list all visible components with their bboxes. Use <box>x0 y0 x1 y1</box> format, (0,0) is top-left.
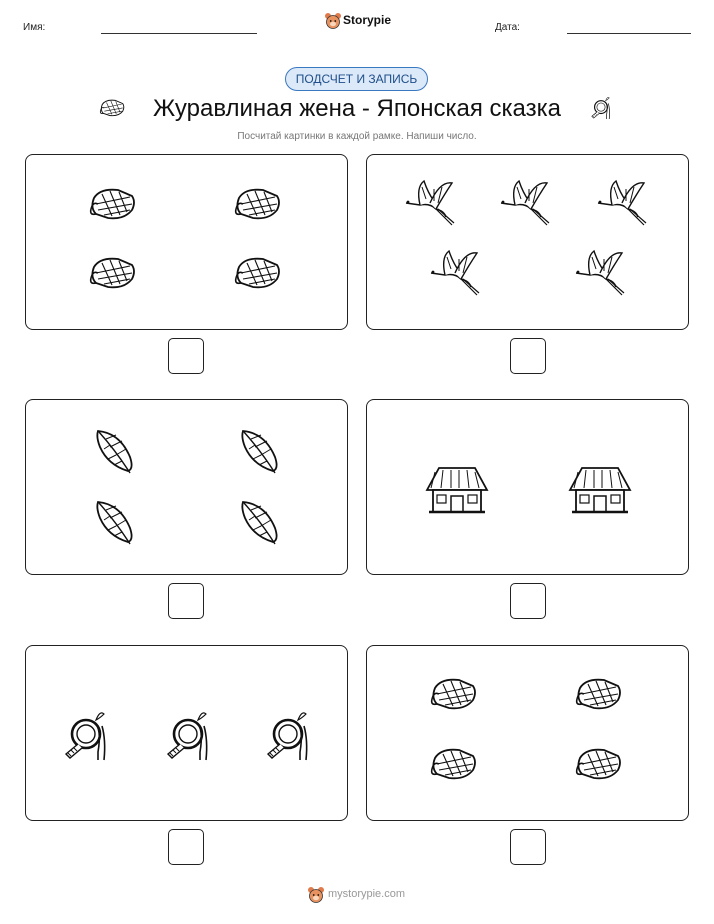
count-panel-6 <box>366 645 689 821</box>
name-line[interactable] <box>101 33 257 34</box>
answer-box-1[interactable] <box>168 338 204 374</box>
date-line[interactable] <box>567 33 691 34</box>
count-panel-4 <box>366 399 689 575</box>
hut-icon <box>570 468 630 512</box>
blanket-icon <box>577 750 620 779</box>
feather-icon <box>97 502 131 544</box>
panel-6-items <box>367 646 690 822</box>
blanket-icon <box>91 259 134 288</box>
count-panel-1 <box>25 154 348 330</box>
blanket-icon <box>432 750 475 779</box>
blanket-icon <box>236 190 279 219</box>
count-panel-5 <box>25 645 348 821</box>
crane-icon <box>406 181 454 225</box>
hut-icon <box>427 468 487 512</box>
crane-icon <box>431 251 479 295</box>
bear-icon <box>326 12 340 28</box>
loom-icon <box>590 93 612 123</box>
footer-site[interactable]: mystorypie.com <box>327 888 406 900</box>
panel-3-items <box>26 400 349 576</box>
answer-box-2[interactable] <box>510 338 546 374</box>
blanket-icon <box>432 680 475 709</box>
storypie-logo <box>326 12 391 28</box>
crane-icon <box>501 181 549 225</box>
answer-box-5[interactable] <box>168 829 204 865</box>
crane-icon <box>576 251 624 295</box>
answer-box-3[interactable] <box>168 583 204 619</box>
name-label: Имя: <box>23 22 46 33</box>
page-title: Журавлиная жена - Японская сказка <box>153 95 561 122</box>
instructions: Посчитай картинки в каждой рамке. Напиши число. <box>237 131 477 142</box>
panel-2-items <box>367 155 690 331</box>
brand-name: Storypie <box>343 13 392 27</box>
feather-icon <box>242 502 276 544</box>
loom-icon <box>168 713 207 760</box>
feather-icon <box>242 431 276 473</box>
panel-4-items <box>367 400 690 576</box>
feather-icon <box>97 431 131 473</box>
date-label: Дата: <box>495 22 520 33</box>
loom-icon <box>268 713 307 760</box>
answer-box-6[interactable] <box>510 829 546 865</box>
blanket-icon <box>577 680 620 709</box>
count-panel-3 <box>25 399 348 575</box>
blanket-icon <box>91 190 134 219</box>
answer-box-4[interactable] <box>510 583 546 619</box>
count-panel-2 <box>366 154 689 330</box>
footer <box>0 886 714 902</box>
activity-badge: ПОДСЧЕТ И ЗАПИСЬ <box>285 67 428 91</box>
crane-icon <box>598 181 646 225</box>
blanket-icon <box>236 259 279 288</box>
loom-icon <box>66 713 105 760</box>
panel-1-items <box>26 155 349 331</box>
panel-5-items <box>26 646 349 822</box>
bear-icon <box>309 886 323 902</box>
